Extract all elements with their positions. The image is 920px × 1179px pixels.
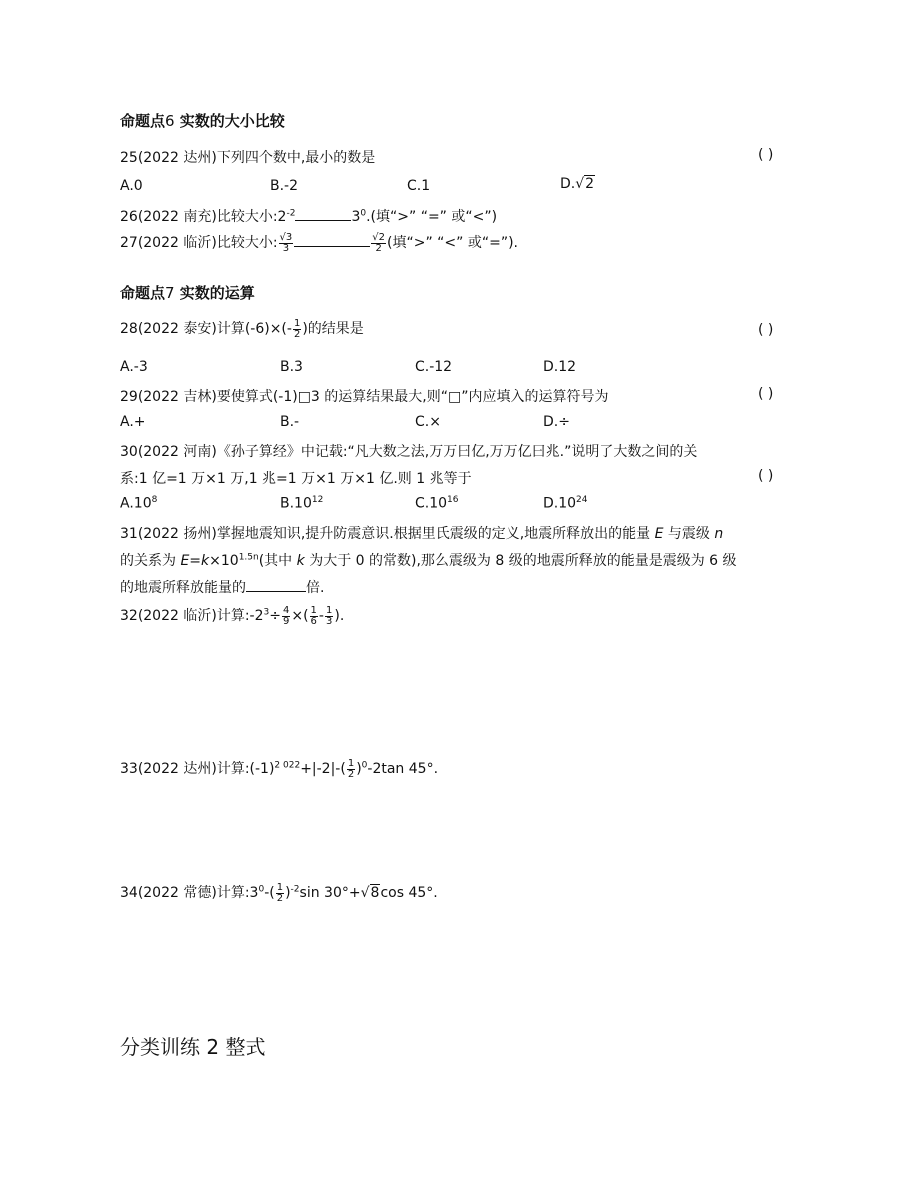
q31-text: 为大于 0 的常数),那么震级为 8 级的地震所释放的能量是震级为 6 级 — [304, 553, 737, 569]
q31-text: ×10 — [209, 553, 239, 569]
q27-post: (填“>” “<” 或“=”). — [387, 235, 518, 251]
q31-var: n — [714, 526, 724, 542]
answer-paren-29: ( ) — [758, 386, 774, 402]
opt-base: A.10 — [120, 495, 152, 512]
question-26 — [120, 206, 497, 226]
question-34: 34(2022 常德)计算$:3^0-$( $\frac{1}{2}$ )$^{-2}$sin 30°+√8cos 45°. — [120, 881, 438, 904]
sqrt-radicand: 2 — [585, 176, 595, 192]
q26-mid: 3 — [351, 209, 361, 225]
option-a-29: A.+ — [120, 414, 146, 430]
q31-formula: E=k — [180, 553, 210, 569]
q33-post: -2tan 45°. — [367, 761, 439, 777]
answer-paren-30: ( ) — [758, 468, 774, 484]
q34-exp: 0 — [258, 884, 265, 895]
sqrt-symbol: √8 — [360, 885, 380, 901]
option-d-30 — [543, 495, 588, 512]
option-a-28: A.-3 — [120, 359, 148, 375]
sqrt-symbol: √2 — [575, 176, 595, 192]
q34-pre: 34(2022 常德)计算:3 — [120, 885, 259, 901]
q26-post: .(填“>” “=” 或“<”) — [366, 209, 498, 225]
heading-title: 实数的大小比较 — [174, 112, 285, 130]
q33-pre: 33(2022 达州)计算:(-1) — [120, 761, 275, 777]
heading-num: 6 — [165, 112, 175, 130]
heading-title: 实数的运算 — [174, 284, 255, 302]
question-31-line2 — [120, 550, 737, 570]
q34-exp2: -2 — [290, 884, 300, 895]
option-c-25: C.1 — [407, 178, 431, 194]
frac-num: √2 — [372, 231, 386, 243]
frac-den: 2 — [276, 892, 284, 904]
q32-minus: - — [318, 608, 324, 624]
option-c-28: C.-12 — [415, 359, 453, 375]
q32-exp: 3 — [263, 607, 270, 618]
question-28 — [120, 318, 364, 340]
frac-num: √3 — [279, 231, 293, 243]
heading-7 — [120, 282, 255, 303]
section-title: 分类训练 2 整式 — [120, 1035, 266, 1059]
q34-mid2: sin 30°+ — [299, 885, 361, 901]
frac-den: 3 — [325, 615, 333, 627]
fraction — [293, 319, 301, 340]
question-27 — [120, 232, 518, 254]
opt-exp: 8 — [151, 495, 158, 505]
fraction — [310, 606, 318, 627]
sqrt-radicand: 8 — [370, 885, 380, 901]
option-a-25: A.0 — [120, 178, 143, 194]
option-b-28: B.3 — [280, 359, 303, 375]
option-d-label: D. — [560, 176, 576, 192]
question-30-line1: 30(2022 河南)《孙子算经》中记载:“凡大数之法,万万曰亿,万万亿曰兆.”说明了大数之间的关 — [120, 444, 698, 460]
frac-den: 2 — [375, 242, 382, 254]
q28-post: )的结果是 — [302, 321, 364, 337]
q31-var: k — [296, 553, 305, 569]
opt-exp: 24 — [576, 495, 588, 505]
question-33: 33(2022 达州)计算$:(-1)^{2 022}+|-2|-$( $\frac{1}{2}$ )$^0$-2tan 45°. — [120, 757, 439, 780]
question-29: 29(2022 吉林)要使算式(-1)□3 的运算结果最大,则“□”内应填入的运算符号为 — [120, 389, 609, 405]
q26-exp: -2 — [286, 208, 296, 219]
question-31-line3 — [120, 577, 324, 597]
fraction — [279, 233, 294, 254]
q26-exp2: 0 — [360, 208, 367, 219]
opt-exp: 16 — [447, 495, 459, 505]
opt-base: B.10 — [280, 495, 312, 512]
fraction — [276, 883, 284, 904]
fraction — [371, 233, 386, 254]
q31-text: (其中 — [258, 553, 297, 569]
answer-blank-27 — [294, 245, 370, 247]
frac-num: 1 — [276, 881, 284, 893]
answer-blank-31 — [246, 590, 306, 592]
fraction — [347, 759, 355, 780]
option-c-29: C.× — [415, 414, 441, 430]
fraction — [325, 606, 333, 627]
q27-pre: 27(2022 临沂)比较大小: — [120, 235, 278, 251]
heading-prefix: 命题点 — [120, 284, 166, 302]
q31-exp: 1.5n — [238, 552, 259, 563]
frac-num: 1 — [293, 317, 301, 329]
q31-text: 的地震所释放能量的 — [120, 580, 246, 596]
heading-6 — [120, 110, 285, 131]
option-b-30 — [280, 495, 323, 512]
frac-num: 1 — [310, 604, 317, 616]
fraction — [282, 606, 290, 627]
q31-text: 与震级 — [663, 526, 715, 542]
opt-base: D.10 — [543, 495, 577, 512]
frac-den: 3 — [282, 242, 290, 254]
q32-mid: ÷ — [269, 608, 281, 624]
opt-exp: 12 — [311, 495, 324, 505]
frac-den: 2 — [347, 768, 355, 780]
opt-base: C.10 — [415, 495, 448, 512]
q32-pre: 32(2022 临沂)计算:-2 — [120, 608, 264, 624]
option-b-29: B.- — [280, 414, 300, 430]
answer-paren-25: ( ) — [758, 147, 774, 163]
q34-mid: -( — [264, 885, 275, 901]
question-32 — [120, 605, 344, 627]
frac-den: 9 — [282, 615, 290, 627]
q31-text: 倍. — [306, 580, 325, 596]
q31-text: 31(2022 扬州)掌握地震知识,提升防震意识.根据里氏震级的定义,地震所释放出的能量 — [120, 526, 655, 542]
q32-mid2: ×( — [291, 608, 309, 624]
answer-paren-28: ( ) — [758, 322, 774, 338]
option-d-25 — [560, 176, 595, 192]
option-a-30 — [120, 495, 157, 512]
option-d-29: D.÷ — [543, 414, 570, 430]
option-d-28: D.12 — [543, 359, 577, 375]
frac-den: 6 — [310, 615, 317, 627]
q33-exp: 2 022 — [274, 760, 301, 771]
frac-num: 1 — [347, 757, 355, 769]
heading-num: 7 — [165, 284, 175, 302]
option-b-25: B.-2 — [270, 178, 299, 194]
frac-num: 1 — [325, 604, 333, 616]
question-31-line1 — [120, 523, 723, 543]
question-30-line2: 系:1 亿=1 万×1 万,1 兆=1 万×1 万×1 亿.则 1 兆等于 — [120, 471, 472, 487]
q34-post: cos 45°. — [380, 885, 438, 901]
answer-blank-26 — [295, 219, 351, 221]
frac-num: 4 — [282, 604, 290, 616]
question-25: 25(2022 达州)下列四个数中,最小的数是 — [120, 150, 376, 166]
q33-exp2: 0 — [361, 760, 368, 771]
q26-pre: 26(2022 南充)比较大小:2 — [120, 209, 287, 225]
option-c-30 — [415, 495, 459, 512]
q28-pre: 28(2022 泰安)计算(-6)×(- — [120, 321, 292, 337]
q33-mid: +|-2|-( — [300, 761, 346, 777]
q31-var: E — [654, 526, 664, 542]
q31-text: 的关系为 — [120, 553, 181, 569]
q32-post: ). — [334, 608, 345, 624]
frac-den: 2 — [293, 328, 301, 340]
heading-prefix: 命题点 — [120, 112, 166, 130]
